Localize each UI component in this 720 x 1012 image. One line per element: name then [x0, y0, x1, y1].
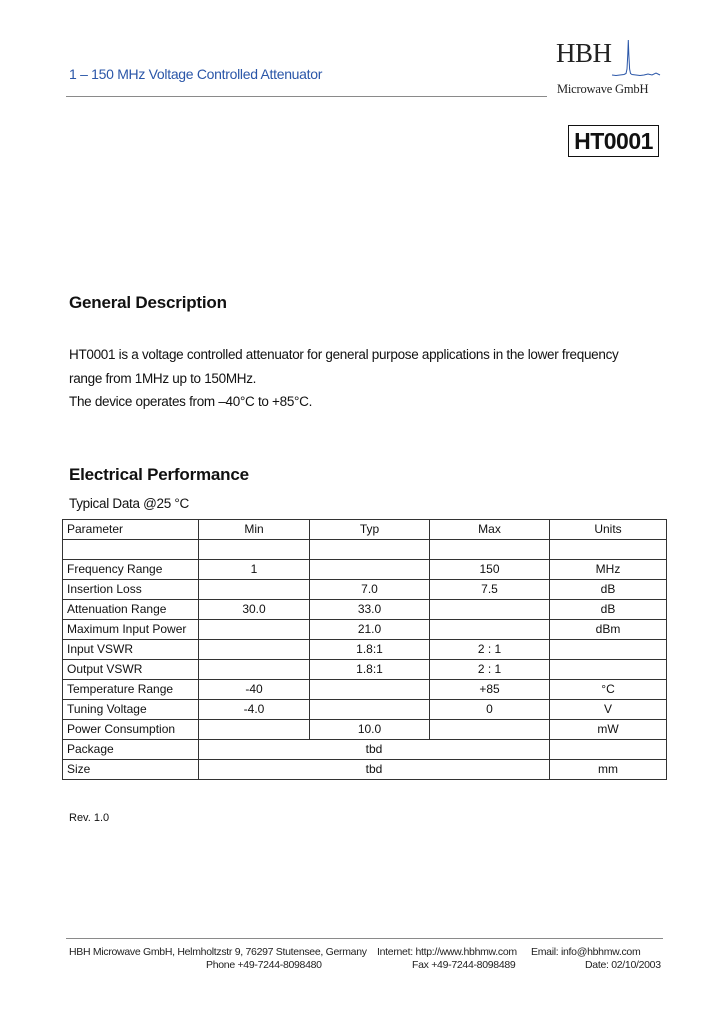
table-row — [63, 699, 667, 719]
footer-fax: Fax +49-7244-8098489 — [412, 959, 516, 971]
footer-date: Date: 02/10/2003 — [585, 959, 661, 971]
table-cell: MHz — [550, 559, 667, 579]
table-cell: mW — [550, 719, 667, 739]
header-divider — [66, 96, 547, 97]
table-cell: mm — [550, 759, 667, 779]
table-cell: 30.0 — [199, 599, 310, 619]
table-row — [63, 619, 667, 639]
table-header-row — [63, 520, 667, 540]
footer-phone: Phone +49-7244-8098480 — [206, 959, 322, 971]
table-cell: 7.5 — [430, 579, 550, 599]
table-cell: Tuning Voltage — [63, 699, 199, 719]
table-row-package — [63, 739, 667, 759]
test-conditions: Typical Data @25 °C — [69, 496, 189, 511]
table-cell: +85 — [430, 679, 550, 699]
table-row — [63, 659, 667, 679]
column-header: Units — [550, 520, 667, 540]
part-number-box: HT0001 — [568, 125, 659, 157]
table-cell — [550, 739, 667, 759]
table-cell-merged: tbd — [199, 739, 550, 759]
table-cell: 21.0 — [310, 619, 430, 639]
table-cell: -40 — [199, 679, 310, 699]
general-description-heading: General Description — [69, 293, 227, 312]
table-cell: 10.0 — [310, 719, 430, 739]
table-cell: dBm — [550, 619, 667, 639]
table-cell: 150 — [430, 559, 550, 579]
description-line-2: range from 1MHz up to 150MHz. — [69, 371, 257, 386]
table-cell: Output VSWR — [63, 659, 199, 679]
table-row — [63, 599, 667, 619]
table-cell: Frequency Range — [63, 559, 199, 579]
description-line-1: HT0001 is a voltage controlled attenuator for general purpose applications in the lower frequency — [69, 347, 619, 362]
table-cell: -4.0 — [199, 699, 310, 719]
table-cell: Input VSWR — [63, 639, 199, 659]
footer-company-address: HBH Microwave GmbH, Helmholtzstr 9, 76297 Stutensee, Germany — [69, 946, 367, 958]
table-row — [63, 719, 667, 739]
table-row — [63, 540, 667, 560]
electrical-performance-heading: Electrical Performance — [69, 465, 249, 484]
logo-subtitle: Microwave GmbH — [557, 82, 649, 96]
table-cell: Package — [63, 739, 199, 759]
column-header: Typ — [310, 520, 430, 540]
table-cell: °C — [550, 679, 667, 699]
table-cell: Size — [63, 759, 199, 779]
table-cell: 1.8:1 — [310, 659, 430, 679]
table-cell — [550, 540, 667, 560]
table-cell — [310, 540, 430, 560]
table-cell — [430, 599, 550, 619]
table-cell — [199, 619, 310, 639]
table-cell — [430, 719, 550, 739]
table-cell — [430, 619, 550, 639]
table-cell — [199, 719, 310, 739]
table-cell — [430, 540, 550, 560]
table-cell: 7.0 — [310, 579, 430, 599]
table-cell — [63, 540, 199, 560]
table-cell: 2 : 1 — [430, 639, 550, 659]
footer-website-link[interactable]: Internet: http://www.hbhmw.com — [377, 946, 517, 958]
table-cell: dB — [550, 599, 667, 619]
table-cell — [199, 540, 310, 560]
electrical-performance-table — [62, 519, 667, 780]
table-cell: Maximum Input Power — [63, 619, 199, 639]
revision-label: Rev. 1.0 — [69, 812, 110, 824]
table-cell: dB — [550, 579, 667, 599]
table-cell — [310, 699, 430, 719]
table-cell — [550, 659, 667, 679]
logo-wordmark: HBH — [556, 38, 612, 68]
table-cell: 33.0 — [310, 599, 430, 619]
column-header: Max — [430, 520, 550, 540]
table-row-size — [63, 759, 667, 779]
table-cell: Insertion Loss — [63, 579, 199, 599]
table-cell-merged: tbd — [199, 759, 550, 779]
table-cell — [199, 639, 310, 659]
table-row — [63, 679, 667, 699]
table-row — [63, 639, 667, 659]
footer-divider — [66, 938, 663, 939]
table-cell: Power Consumption — [63, 719, 199, 739]
table-cell — [199, 659, 310, 679]
table-cell — [550, 639, 667, 659]
table-cell: Attenuation Range — [63, 599, 199, 619]
table-cell — [199, 579, 310, 599]
table-cell: Temperature Range — [63, 679, 199, 699]
table-cell: 1.8:1 — [310, 639, 430, 659]
footer-email-link[interactable]: Email: info@hbhmw.com — [531, 946, 641, 958]
table-cell: V — [550, 699, 667, 719]
table-cell: 1 — [199, 559, 310, 579]
description-line-3: The device operates from –40°C to +85°C. — [69, 394, 313, 409]
column-header: Min — [199, 520, 310, 540]
table-cell: 2 : 1 — [430, 659, 550, 679]
table-cell: 0 — [430, 699, 550, 719]
table-row — [63, 579, 667, 599]
document-subtitle: 1 – 150 MHz Voltage Controlled Attenuator — [69, 66, 323, 82]
table-row — [63, 559, 667, 579]
table-cell — [310, 559, 430, 579]
table-cell — [310, 679, 430, 699]
column-header: Parameter — [63, 520, 199, 540]
